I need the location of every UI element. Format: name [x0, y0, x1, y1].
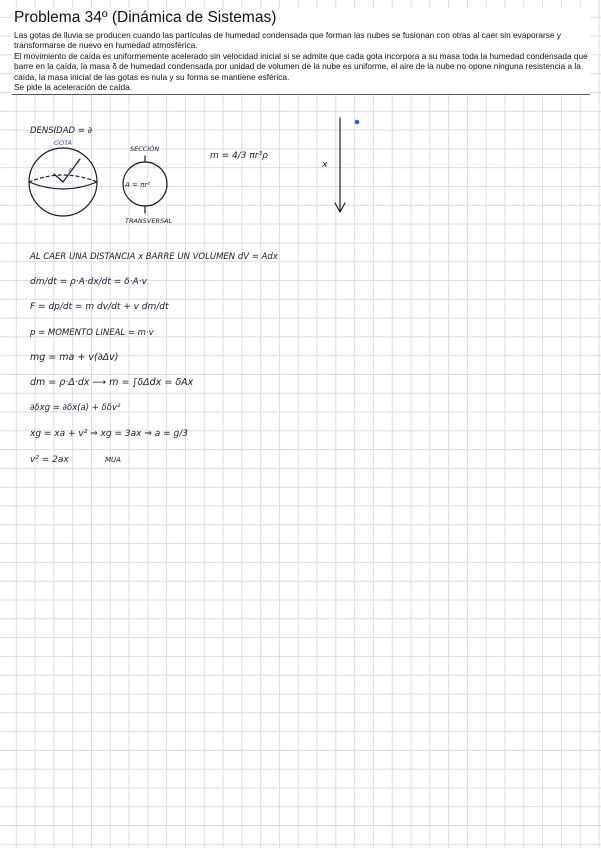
- derivation-line-8: xg = xa + v² ⇒ xg = 3ax ⇒ a = g/3: [30, 429, 188, 439]
- problem-title: Problema 34º (Dinámica de Sistemas): [14, 9, 277, 26]
- derivation-line-7: ∂δxg = ∂δx(a) + δδv²: [30, 403, 121, 413]
- densidad-label: DENSIDAD = ∂: [30, 126, 93, 136]
- area-formula: A = πr²: [125, 181, 151, 189]
- gota-label: GOTA: [54, 139, 72, 147]
- derivation-line-2: dm/dt = ρ·A·dx/dt = δ·A·v: [30, 277, 147, 287]
- problem-paragraph-2: El movimiento de caída es uniformemente acelerado sin velocidad inicial si se admite que cada gota incorpora a su masa toda la humedad condensada que barre en la caída, la masa δ de humedad condensada por unidad de volumen de la nube es uniforme, el aire de la nube no opone ninguna resistencia a la caída, la masa inicial de las gotas es nula y su forma se mantiene esférica.: [14, 50, 588, 82]
- derivation-line-5: mg = ma + v(∂Δv): [30, 352, 119, 363]
- seccion-label: SECCIÓN: [130, 145, 160, 153]
- mass-formula: m = 4/3 πr³ρ: [210, 151, 268, 161]
- fall-arrow: [335, 118, 359, 212]
- derivation-line-3: F = dp/dt = m dv/dt + v dm/dt: [30, 302, 169, 312]
- derivation-line-4: p = MOMENTO LINEAL = m·v: [30, 328, 154, 338]
- problem-paragraph-1: Las gotas de lluvia se producen cuando las partículas de humedad condensada que forman las nubes se fusionan con otras al caer sin evaporarse y transformarse de nuevo en humedad atmosférica.: [14, 30, 562, 51]
- derivation-line-6: dm = ρ·Δ·dx ⟶ m = ∫δΔdx = δAx: [30, 377, 194, 388]
- mua-note: MUA: [105, 456, 121, 464]
- problem-paragraph-3: Se pide la aceleración de caída.: [14, 82, 133, 93]
- derivation-line-9: v² = 2ax: [30, 455, 69, 465]
- cross-section-drawing: [123, 156, 167, 213]
- derivation-line-1: AL CAER UNA DISTANCIA x BARRE UN VOLUMEN dV = Adx: [30, 252, 278, 262]
- svg-text:r: r: [69, 167, 72, 174]
- x-label: x: [322, 160, 328, 170]
- transversal-label: TRANSVERSAL: [125, 217, 173, 225]
- sphere-drawing: [29, 148, 97, 216]
